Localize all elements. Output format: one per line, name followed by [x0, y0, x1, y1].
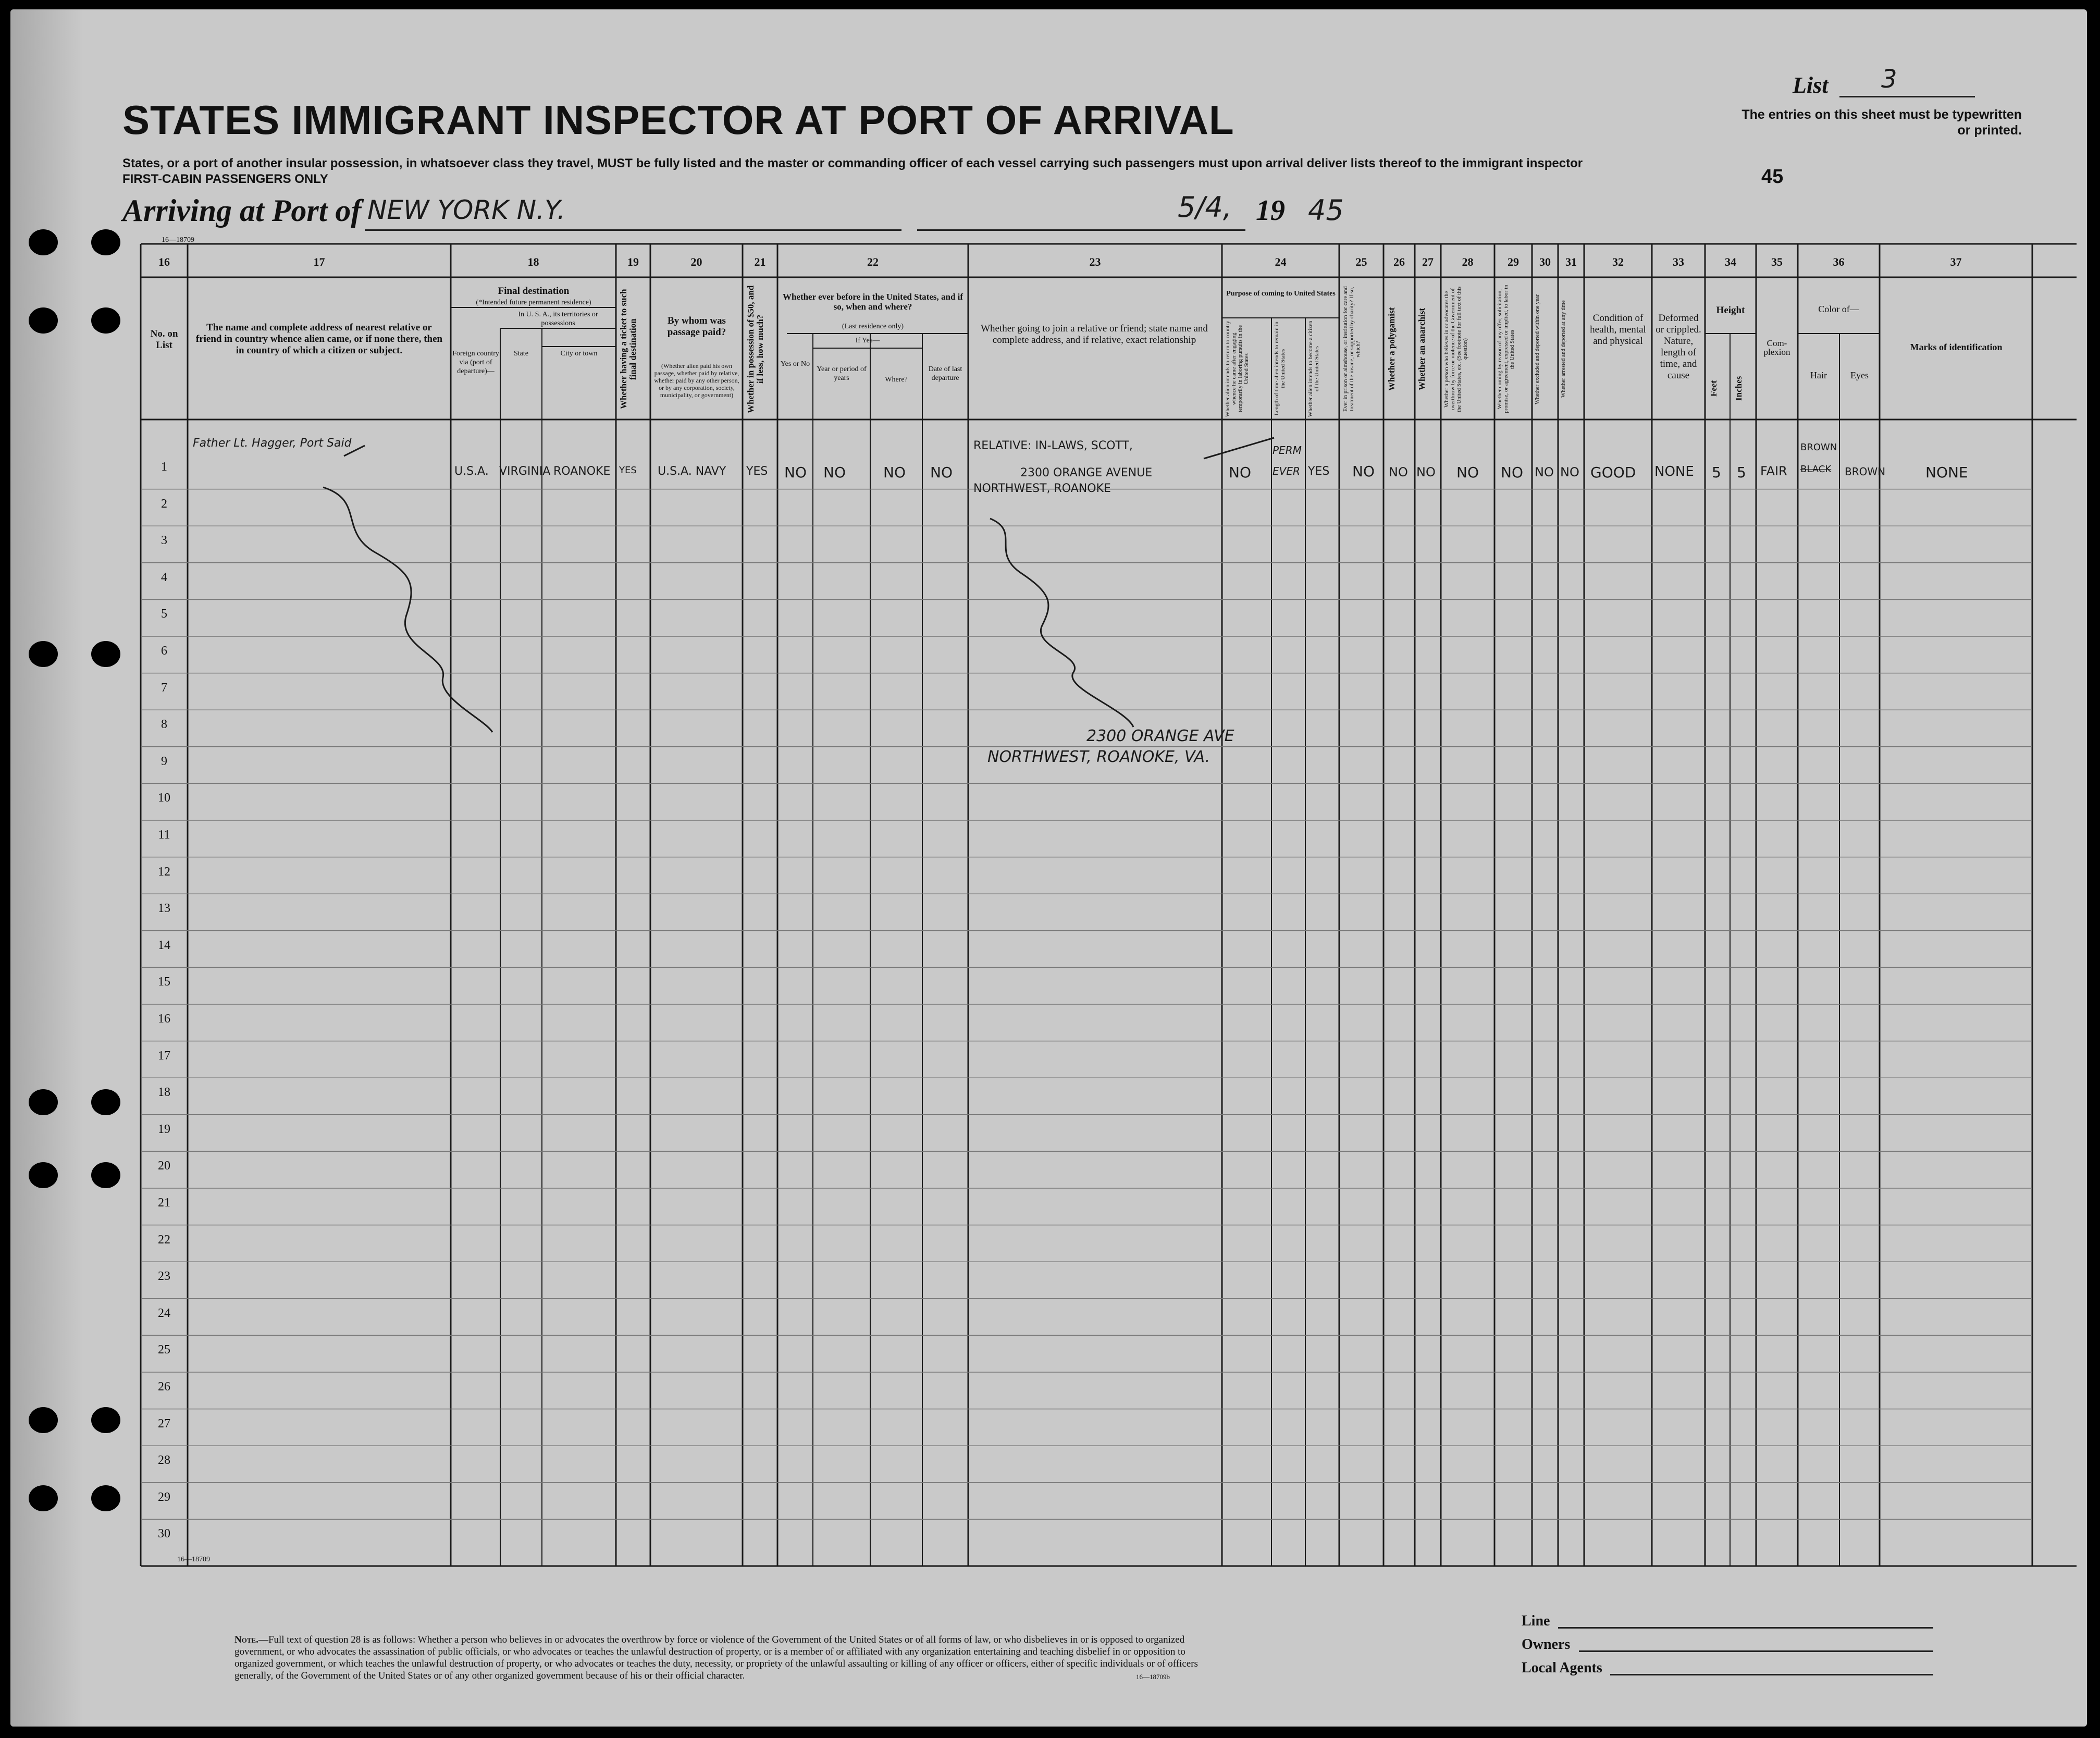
header-excluded: Whether excluded and deported within one year — [1534, 294, 1540, 404]
col-number-30: 30 — [1539, 255, 1551, 268]
row-number: 14 — [158, 938, 170, 952]
entry-deformed: NONE — [1654, 464, 1694, 479]
header-ever-before: Whether ever before in the United States, and if so, when and where? — [782, 292, 963, 312]
row-number: 15 — [158, 975, 170, 989]
row-number: 21 — [158, 1196, 170, 1210]
header-hair: Hair — [1810, 370, 1827, 380]
header-inches: Inches — [1734, 376, 1744, 401]
header-length-of-stay: Length of time alien intends to remain in the United States — [1274, 322, 1286, 416]
line-label: Line — [1522, 1613, 1550, 1629]
passenger-class: FIRST-CABIN PASSENGERS ONLY — [122, 172, 328, 186]
col-number-36: 36 — [1833, 255, 1845, 268]
header-where: Where? — [885, 376, 908, 384]
entry-before-where: NO — [883, 464, 906, 481]
row-number: 1 — [161, 460, 167, 474]
footnote — [234, 1634, 1225, 1682]
entry-marks: NONE — [1925, 464, 1968, 481]
footnote-label: Note. — [234, 1634, 258, 1645]
row-number: 24 — [158, 1306, 170, 1320]
entry-join-line-2: 2300 ORANGE AVENUE — [1020, 466, 1153, 479]
entry-eyes: BROWN — [1845, 465, 1886, 478]
entry-before-year: NO — [823, 464, 846, 481]
local-agents-field — [1610, 1674, 1933, 1675]
entry-join-line-3: NORTHWEST, ROANOKE — [973, 482, 1111, 495]
header-fifty-dollars: Whether in possession of $50, and if less, how much? — [746, 285, 765, 413]
typewritten-note: The entries on this sheet must be typewritten or printed. — [1741, 107, 2022, 138]
row-number: 5 — [161, 607, 167, 621]
entry-health: GOOD — [1590, 464, 1636, 481]
entry-return-intent: NO — [1229, 464, 1251, 481]
entry-foreign-via: U.S.A. — [454, 465, 489, 478]
entry-height-feet: 5 — [1712, 464, 1721, 481]
header-join-relative: Whether going to join a relative or friend; state name and complete address, and if relative, exact relationship — [981, 323, 1208, 346]
col-number-27: 27 — [1422, 255, 1434, 268]
entry-before-date: NO — [930, 464, 953, 481]
header-state: State — [514, 350, 528, 358]
arrival-year: 45 — [1308, 194, 1344, 227]
col-number-32: 32 — [1612, 255, 1624, 268]
entry-polygamist: NO — [1389, 465, 1408, 479]
entry-overthrow: NO — [1456, 464, 1479, 481]
header-year: Year or period of years — [817, 365, 867, 382]
header-eyes: Eyes — [1850, 370, 1869, 380]
arriving-label: Arriving at Port of — [122, 193, 362, 228]
entry-excluded: NO — [1535, 465, 1554, 479]
entry-passage: U.S.A. NAVY — [658, 465, 726, 478]
col-number-25: 25 — [1355, 255, 1367, 268]
entry-complexion: FAIR — [1760, 464, 1787, 478]
row-number: 25 — [158, 1343, 170, 1357]
sheet-number: 45 — [1761, 166, 1784, 188]
header-complexion: Com-plexion — [1763, 338, 1790, 357]
entry-height-inches: 5 — [1737, 464, 1746, 481]
local-agents-label: Local Agents — [1522, 1660, 1602, 1676]
row-number: 9 — [161, 754, 167, 768]
row-number: 12 — [158, 865, 170, 879]
col-number-23: 23 — [1089, 255, 1101, 268]
header-passage-paid: By whom was passage paid? — [667, 315, 726, 338]
header-become-citizen: Whether alien intends to become a citizen of the United States — [1307, 321, 1320, 417]
row-number: 11 — [158, 828, 170, 842]
entry-city: ROANOKE — [553, 465, 611, 478]
col-number-35: 35 — [1771, 255, 1783, 268]
col-number-16: 16 — [158, 255, 170, 268]
header-overthrow: Whether a person who believes in or advocates the overthrow by force or violence of the Government of the United States, etc. (See footnote for full text of this question) — [1443, 286, 1468, 412]
header-return-intent: Whether alien intends to return to country whence he came after engaging temporarily in laboring pursuits in the United States — [1225, 321, 1250, 417]
list-label: List — [1793, 72, 1829, 98]
form-number-bottom: 16—18709 — [177, 1556, 210, 1563]
col-number-31: 31 — [1565, 255, 1577, 268]
list-number: 3 — [1881, 65, 1897, 94]
owners-field — [1579, 1650, 1933, 1652]
port-of-arrival: NEW YORK N.Y. — [367, 195, 566, 225]
entry-anarchist: NO — [1416, 465, 1436, 479]
row-number: 28 — [158, 1453, 170, 1468]
entry-nearest-relative: Father Lt. Hagger, Port Said — [193, 437, 352, 450]
form-number-top: 16—18709 — [162, 236, 194, 244]
header-health: Condition of health, mental and physical — [1590, 313, 1646, 347]
header-final-destination-sub: (*Intended future permanent residence) — [476, 299, 591, 306]
row-number: 3 — [161, 534, 167, 548]
year-prefix: 19 — [1256, 194, 1285, 227]
row-number: 2 — [161, 497, 167, 511]
line-field — [1558, 1627, 1933, 1629]
col-number-18: 18 — [527, 255, 539, 268]
row-number: 29 — [158, 1490, 170, 1504]
row-number: 13 — [158, 902, 170, 916]
row-number: 10 — [158, 791, 170, 805]
row-number: 23 — [158, 1269, 170, 1284]
form-instructions: States, or a port of another insular possession, in whatsoever class they travel, MUST be fully listed and the master or commanding officer of each vessel carrying such passengers must upon arrival deliver lists thereof to the immigrant inspector — [122, 156, 1583, 170]
form-title: STATES IMMIGRANT INSPECTOR AT PORT OF ARRIVAL — [122, 97, 1234, 143]
row-number: 16 — [158, 1012, 170, 1026]
row-number: 22 — [158, 1232, 170, 1247]
col-number-21: 21 — [754, 255, 766, 268]
header-nearest-relative: The name and complete address of nearest relative or friend in country whence alien came, or if none there, then in country of which a citizen or subject. — [195, 322, 443, 356]
header-yes-or-no: Yes or No — [780, 360, 810, 368]
header-in-usa: In U. S. A., its territories or possessions — [518, 311, 598, 327]
entry-length-top: PERM — [1273, 444, 1302, 457]
header-labor-offer: Whether coming by reason of any offer, solicitation, promise, or agreement, expressed or implied, to labor in the United States — [1497, 285, 1515, 414]
col-number-20: 20 — [690, 255, 702, 268]
footnote-form-number: 16—18709b — [1136, 1673, 1170, 1681]
header-passage-sub: (Whether alien paid his own passage, whether paid by relative, whether paid by any other person, or by any corporation, society, municipality, or government) — [654, 362, 739, 399]
row-number: 8 — [161, 718, 167, 732]
header-arrested: Whether arrested and deported at any time — [1560, 300, 1566, 398]
row-number: 6 — [161, 644, 167, 658]
header-feet: Feet — [1709, 380, 1719, 397]
col-number-19: 19 — [627, 255, 639, 268]
header-last-residence: (Last residence only) — [842, 323, 904, 330]
col-number-29: 29 — [1508, 255, 1519, 268]
entry-state: VIRGINIA — [499, 465, 551, 478]
entry-prison: NO — [1352, 463, 1375, 480]
row-number: 30 — [158, 1527, 170, 1541]
entry-citizen: YES — [1308, 465, 1330, 478]
header-marks: Marks of identification — [1910, 342, 2003, 352]
col-number-22: 22 — [867, 255, 879, 268]
col-number-28: 28 — [1462, 255, 1474, 268]
header-height: Height — [1716, 305, 1745, 316]
note-address-line-1: 2300 ORANGE AVE — [1086, 727, 1234, 745]
entry-join-line-1: RELATIVE: IN-LAWS, SCOTT, — [973, 439, 1133, 452]
row-number: 7 — [161, 681, 167, 695]
row-number: 19 — [158, 1122, 170, 1136]
header-anarchist: Whether an anarchist — [1417, 307, 1427, 391]
note-address-line-2: NORTHWEST, ROANOKE, VA. — [987, 748, 1210, 766]
entry-hair: BLACK — [1800, 464, 1832, 475]
entry-arrested: NO — [1560, 465, 1579, 479]
entry-labor-offer: NO — [1501, 464, 1523, 481]
row-number: 4 — [161, 570, 167, 584]
footnote-text: —Full text of question 28 is as follows: Whether a person who believes in or advocates the overthrow by force or violence of the Government of the United States or of all forms of law, or who disbelieves in or is opposed to organized government, or who advocates the assassination of public officials, or who advocates or teaches the unlawful destruction of property, or is a member of or affiliated with any organization entertaining and teaching disbelief in or opposition to organized government, or which teaches the unlawful destruction of property, or who advocates or teaches the duty, necessity, or propriety of the unlawful assaulting or killing of any officer or officers, either of specific individuals or of officers generally, of the Government of the United States or of any other organized government because of his or their official character. — [234, 1634, 1198, 1681]
header-prison: Ever in prison or almshouse, or institution for care and treatment of the insane, or supported by charity? If so, which? — [1342, 286, 1361, 412]
header-city: City or town — [560, 350, 598, 358]
owners-label: Owners — [1522, 1636, 1571, 1653]
row-number: 18 — [158, 1086, 170, 1100]
entry-ticket: YES — [619, 465, 637, 476]
col-number-37: 37 — [1950, 255, 1962, 268]
entry-hair-top: BROWN — [1800, 442, 1837, 453]
header-final-destination: Final destination — [498, 286, 570, 297]
col-number-26: 26 — [1393, 255, 1405, 268]
header-polygamist: Whether a polygamist — [1387, 307, 1397, 391]
col-number-24: 24 — [1275, 255, 1287, 268]
row-number: 17 — [158, 1049, 170, 1063]
header-deformed: Deformed or crippled. Nature, length of time, and cause — [1656, 313, 1701, 381]
arrival-date: 5/4, — [1178, 191, 1232, 224]
col-number-17: 17 — [313, 255, 325, 268]
entry-before-yes-no: NO — [784, 464, 807, 481]
entry-fifty: YES — [746, 465, 768, 478]
header-date-departure: Date of last departure — [928, 365, 962, 382]
header-ticket: Whether having a ticket to such final destination — [619, 289, 638, 410]
header-foreign-via: Foreign country via (port of departure)— — [452, 350, 499, 375]
row-number: 27 — [158, 1416, 170, 1431]
header-no-on-list: No. on List — [150, 328, 178, 351]
entry-length-of-stay: EVER — [1273, 465, 1300, 477]
row-number: 20 — [158, 1159, 170, 1173]
header-color-of: Color of— — [1818, 304, 1859, 314]
col-number-34: 34 — [1725, 255, 1736, 268]
row-number: 26 — [158, 1380, 170, 1394]
header-if-yes: If Yes— — [855, 337, 880, 344]
col-number-33: 33 — [1673, 255, 1684, 268]
header-purpose: Purpose of coming to United States — [1226, 290, 1336, 298]
